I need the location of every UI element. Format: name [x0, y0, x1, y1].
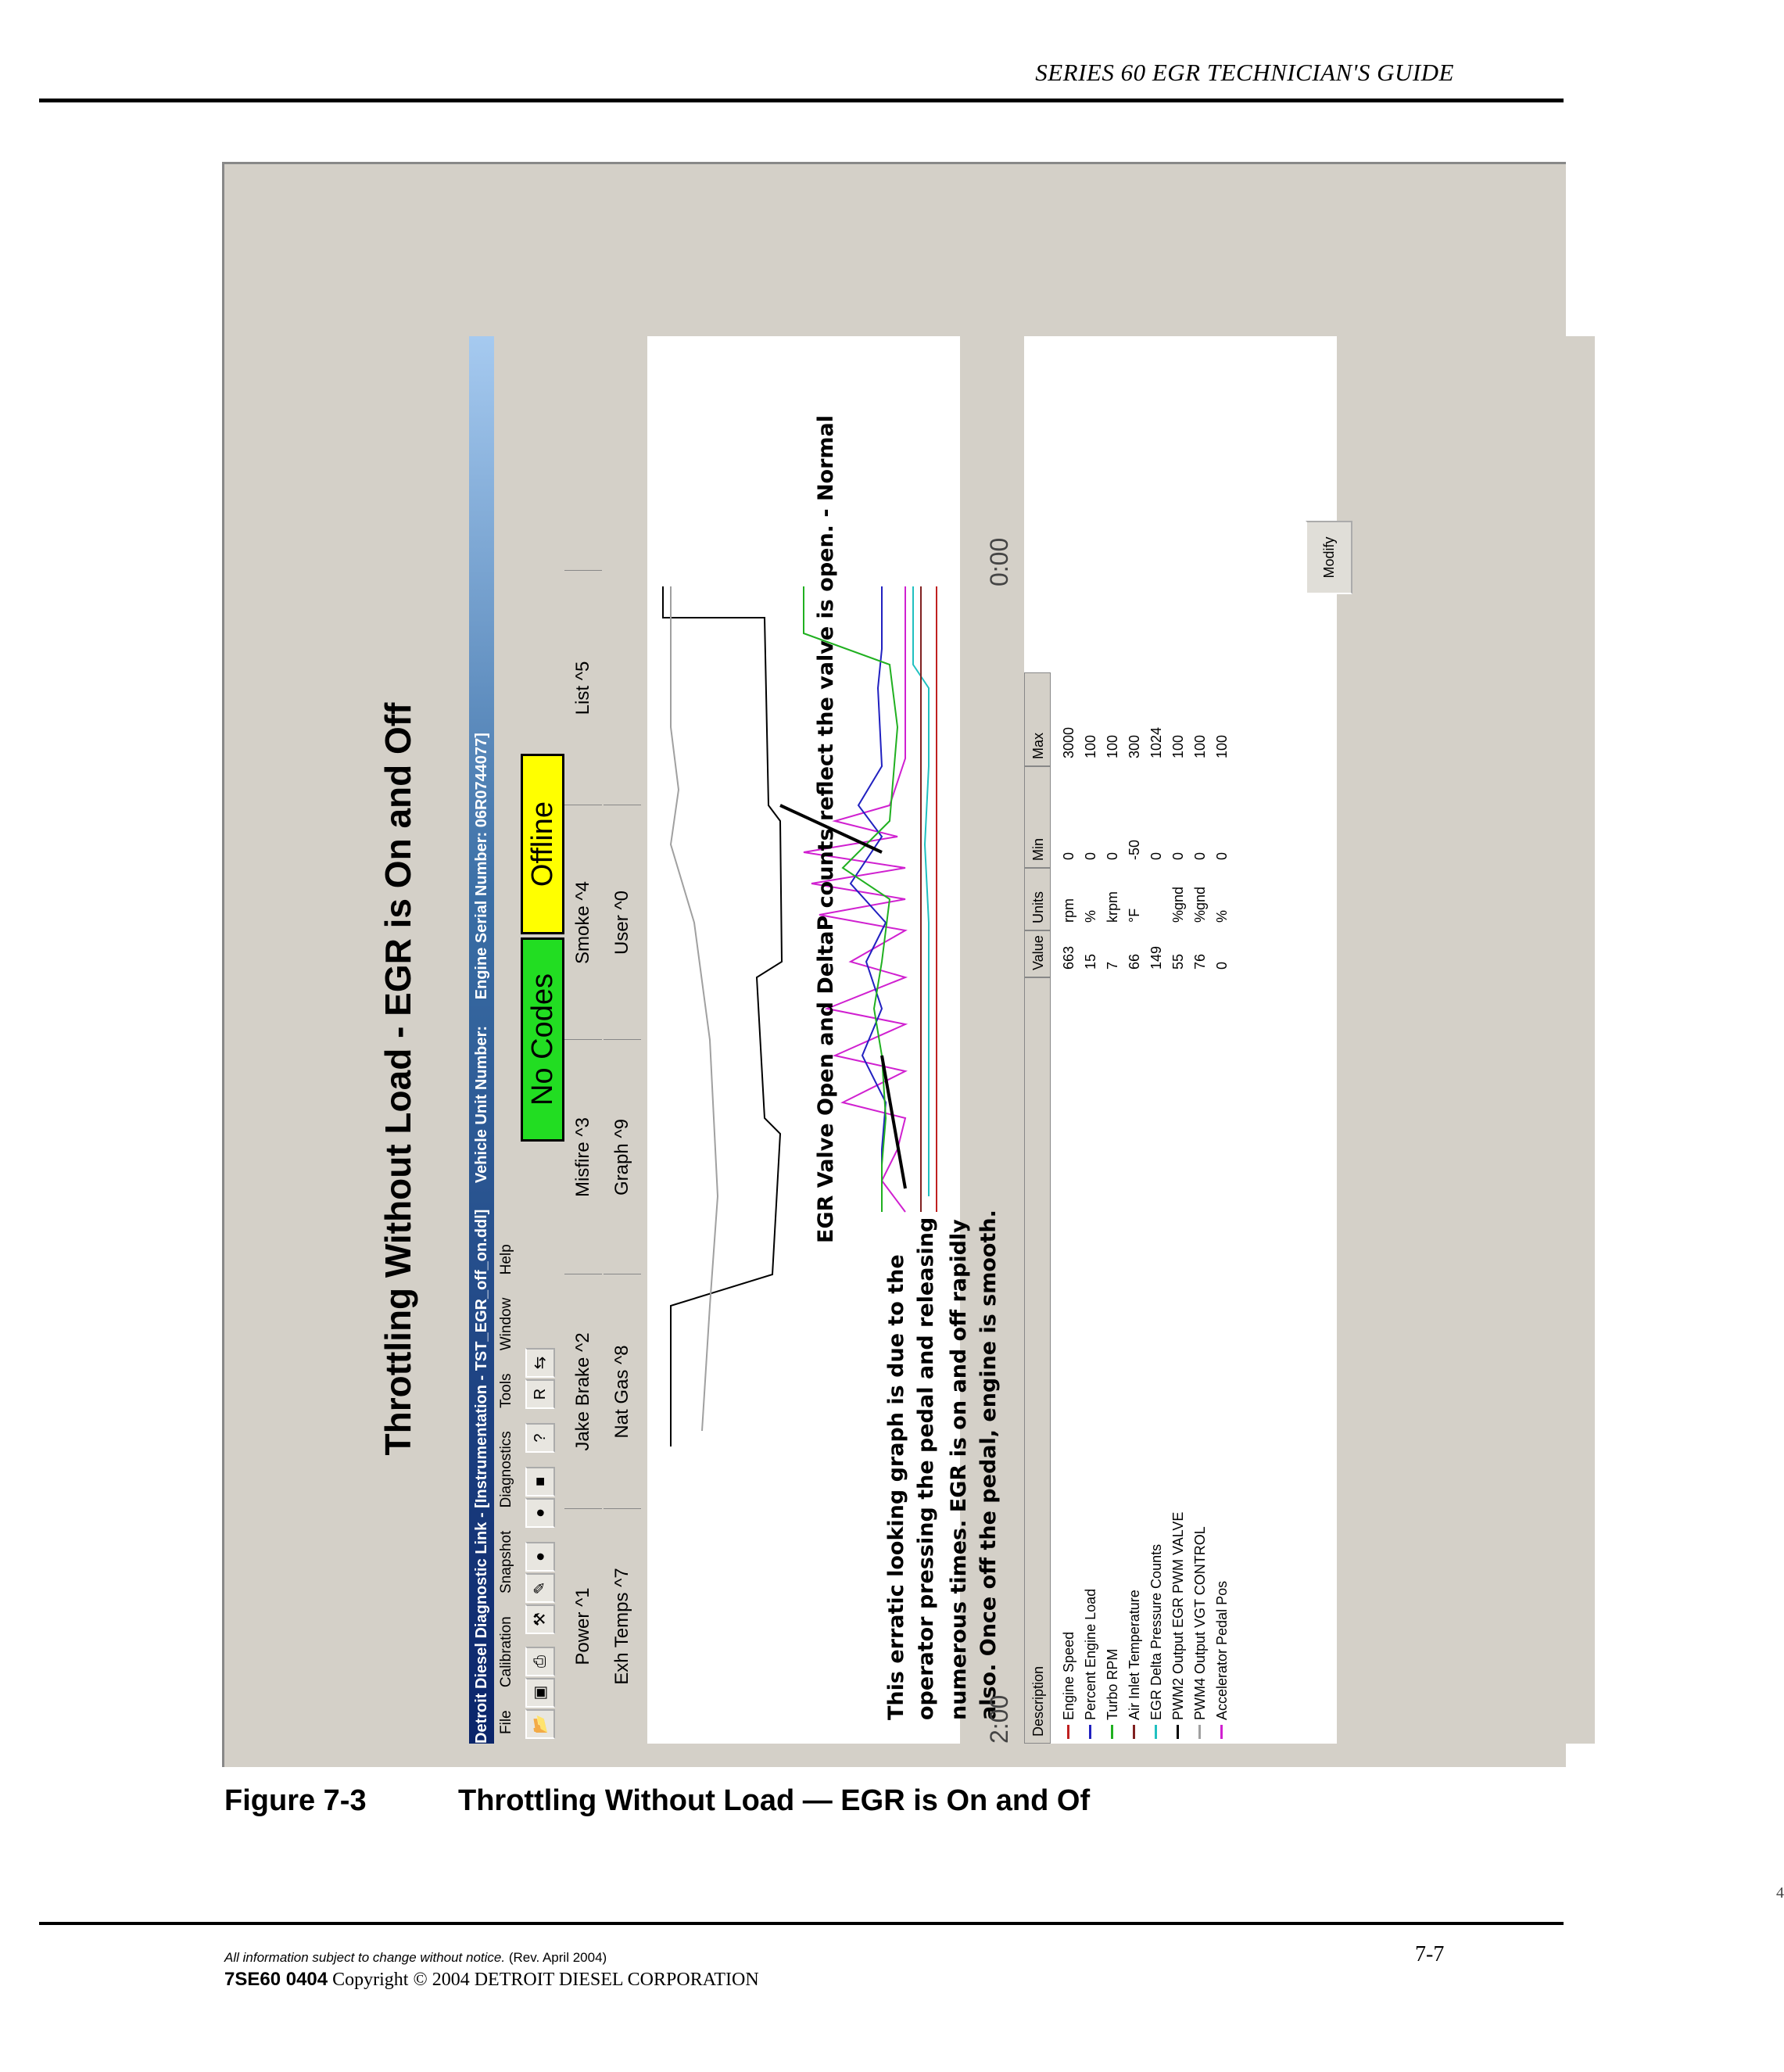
cell-min: -50: [1127, 839, 1142, 860]
erratic-note-line-2: operator pressing the pedal and releasing: [914, 1217, 938, 1720]
col-units[interactable]: Units: [1024, 868, 1051, 930]
cell-min: 0: [1083, 851, 1098, 860]
cell-max: 1024: [1148, 726, 1164, 758]
copyright-text: Copyright © 2004 DETROIT DIESEL CORPORATION: [332, 1970, 759, 1990]
table-row[interactable]: [1059, 649, 1079, 1744]
tool-icon[interactable]: ⚒: [525, 1604, 555, 1634]
series-color-swatch: [1155, 1725, 1157, 1739]
series-color-swatch: [1111, 1725, 1113, 1739]
cell-max: 100: [1083, 734, 1098, 758]
cell-value: 66: [1127, 953, 1142, 970]
cell-min: 0: [1061, 851, 1076, 860]
cell-min: 0: [1214, 851, 1230, 860]
running-header: SERIES 60 EGR TECHNICIAN'S GUIDE: [1035, 59, 1454, 86]
series-color-swatch: [1133, 1725, 1135, 1739]
menu-help[interactable]: Help: [498, 1244, 514, 1275]
erratic-note-line-4: also. Once off the pedal, engine is smooth.: [976, 1210, 1001, 1720]
tab-graph[interactable]: Graph ^9: [604, 1039, 641, 1274]
header-rule: [39, 99, 1564, 102]
cell-value: 15: [1083, 953, 1098, 970]
series-color-swatch: [1220, 1725, 1223, 1739]
record-icon[interactable]: ●: [525, 1498, 555, 1528]
notice-text: All information subject to change without notice.: [224, 1950, 506, 1965]
page-number: 7-7: [1415, 1942, 1445, 1966]
window-title: Detroit Diesel Diagnostic Link - [Instrumentation - TST_EGR_off_on.ddl]: [473, 1209, 490, 1744]
tab-power[interactable]: Power ^1: [564, 1508, 602, 1744]
menu-bar: [494, 336, 519, 1744]
tab-exh-temps[interactable]: Exh Temps ^7: [604, 1508, 641, 1744]
app-window: [469, 336, 1595, 1744]
cell-value: 149: [1148, 945, 1164, 970]
erratic-note-line-3: numerous times. EGR is on and off rapidly: [947, 1219, 971, 1720]
table-row[interactable]: [1190, 649, 1210, 1744]
tab-strip: [564, 336, 643, 1744]
corner-mark: 4: [1776, 1884, 1784, 1902]
table-row[interactable]: [1124, 649, 1145, 1744]
stop-icon[interactable]: ■: [525, 1467, 555, 1497]
open-icon[interactable]: 📂: [525, 1709, 555, 1739]
cell-max: 100: [1192, 734, 1208, 758]
tab-smoke[interactable]: Smoke ^4: [564, 805, 602, 1040]
save-icon[interactable]: ▣: [525, 1678, 555, 1708]
menu-snapshot[interactable]: Snapshot: [498, 1530, 514, 1593]
menu-diagnostics[interactable]: Diagnostics: [498, 1431, 514, 1508]
pen-icon[interactable]: ✎: [525, 1573, 555, 1603]
cell-max: 3000: [1061, 726, 1076, 758]
modify-button[interactable]: Modify: [1306, 521, 1352, 594]
figure-label: Figure 7-3: [224, 1784, 367, 1817]
cell-desc: EGR Delta Pressure Counts: [1148, 1543, 1164, 1720]
footer-notice: [224, 1950, 607, 1966]
figure-caption: Throttling Without Load — EGR is On and Of: [458, 1784, 1091, 1817]
marker-icon[interactable]: ●: [525, 1542, 555, 1572]
cell-units: krpm: [1105, 891, 1120, 923]
cell-max: 100: [1170, 734, 1186, 758]
cell-max: 100: [1105, 734, 1120, 758]
menu-calibration[interactable]: Calibration: [498, 1616, 514, 1688]
cell-min: 0: [1148, 851, 1164, 860]
revision-text: (Rev. April 2004): [508, 1950, 607, 1965]
table-row[interactable]: [1080, 649, 1101, 1744]
series-color-swatch: [1067, 1725, 1069, 1739]
tab-nat-gas[interactable]: Nat Gas ^8: [604, 1274, 641, 1509]
cell-desc: PWM4 Output VGT CONTROL: [1192, 1526, 1208, 1720]
help-icon[interactable]: ?: [525, 1423, 555, 1453]
footer-copyright: [224, 1969, 759, 1991]
cell-desc: Turbo RPM: [1105, 1648, 1120, 1720]
engine-serial-label: Engine Serial Number: 06R0744077]: [473, 733, 490, 1000]
time-axis-end: 0:00: [985, 537, 1013, 586]
cell-units: rpm: [1061, 898, 1076, 923]
cell-units: %gnd: [1170, 886, 1186, 923]
table-row[interactable]: [1146, 649, 1166, 1744]
cell-max: 100: [1214, 734, 1230, 758]
window-titlebar: [469, 336, 494, 1744]
connect-icon[interactable]: ⇆: [525, 1348, 555, 1378]
cell-min: 0: [1192, 851, 1208, 860]
cell-units: °F: [1127, 908, 1142, 923]
cell-desc: Accelerator Pedal Pos: [1214, 1580, 1230, 1720]
toolbar: [521, 336, 560, 1744]
table-row[interactable]: [1102, 649, 1123, 1744]
menu-tools[interactable]: Tools: [498, 1373, 514, 1408]
cell-value: 76: [1192, 953, 1208, 970]
series-color-swatch: [1089, 1725, 1091, 1739]
tab-user[interactable]: User ^0: [604, 805, 641, 1040]
menu-window[interactable]: Window: [498, 1297, 514, 1351]
cell-value: 7: [1105, 961, 1120, 970]
cell-units: %gnd: [1192, 886, 1208, 923]
parameter-table: [1024, 336, 1337, 1744]
footer-rule: [39, 1922, 1564, 1925]
reset-icon[interactable]: R: [525, 1379, 555, 1409]
cell-min: 0: [1105, 851, 1120, 860]
cell-units: %: [1083, 909, 1098, 923]
col-description[interactable]: Description: [1024, 977, 1051, 1744]
col-value[interactable]: Value: [1024, 930, 1051, 977]
cell-value: 55: [1170, 953, 1186, 970]
series-color-swatch: [1177, 1725, 1179, 1739]
cell-units: %: [1214, 909, 1230, 923]
doc-code: 7SE60 0404: [224, 1969, 328, 1990]
cell-min: 0: [1170, 851, 1186, 860]
no-codes-status: No Codes: [521, 937, 564, 1142]
cell-value: 663: [1061, 945, 1076, 970]
tab-misfire[interactable]: Misfire ^3: [564, 1039, 602, 1274]
col-max[interactable]: Max: [1024, 672, 1051, 766]
valve-note: EGR Valve Open and DeltaP counts reflect the valve is open. - Normal: [814, 414, 838, 1243]
col-min[interactable]: Min: [1024, 766, 1051, 868]
cell-max: 300: [1127, 734, 1142, 758]
offline-status: Offline: [521, 754, 564, 934]
series-color-swatch: [1198, 1725, 1201, 1739]
erratic-note-line-1: This erratic looking graph is due to the: [884, 1254, 908, 1720]
cell-desc: PWM2 Output EGR PWM VALVE: [1170, 1511, 1186, 1720]
table-row[interactable]: [1168, 649, 1188, 1744]
table-row[interactable]: [1212, 649, 1232, 1744]
cell-desc: Air Inlet Temperature: [1127, 1590, 1142, 1720]
print-icon[interactable]: ⎙: [525, 1647, 555, 1676]
screenshot-title: Throttling Without Load - EGR is On and Off: [378, 702, 418, 1456]
graph-panel: [647, 336, 960, 1744]
rotated-screenshot: [377, 321, 1620, 1783]
cell-desc: Engine Speed: [1061, 1631, 1076, 1720]
cell-desc: Percent Engine Load: [1083, 1588, 1098, 1720]
cell-value: 0: [1214, 961, 1230, 970]
tab-jake-brake[interactable]: Jake Brake ^2: [564, 1274, 602, 1509]
menu-file[interactable]: File: [498, 1710, 514, 1734]
vehicle-unit-label: Vehicle Unit Number:: [473, 1025, 490, 1184]
tab-list[interactable]: List ^5: [564, 570, 602, 805]
time-axis-start: 2:00: [985, 1694, 1013, 1744]
